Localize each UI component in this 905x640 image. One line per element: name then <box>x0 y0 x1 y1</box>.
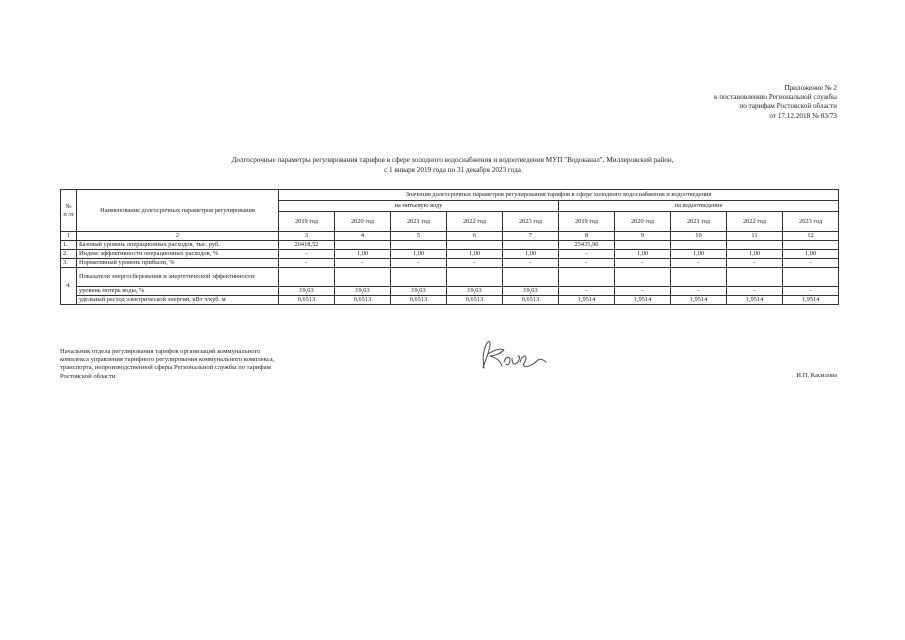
document-title <box>0 156 905 175</box>
header-name: Наименование долгосрочных параметров регулирования <box>77 190 279 232</box>
header-wastewater: на водоотведение <box>559 201 839 212</box>
appendix-note <box>714 84 837 121</box>
value-cell: 1,9514 <box>671 296 727 305</box>
column-number: 11 <box>727 232 783 241</box>
header-year: 2021 год <box>391 212 447 232</box>
column-number: 6 <box>447 232 503 241</box>
value-cell: - <box>671 259 727 268</box>
value-cell: 1,00 <box>671 250 727 259</box>
value-cell: 0,6513 <box>279 296 335 305</box>
column-number: 3 <box>279 232 335 241</box>
value-cell: - <box>615 287 671 296</box>
appendix-line: Приложение № 2 <box>784 84 837 92</box>
title-line-1: Долгосрочные параметры регулирования тарифов в сфере холодного водоснабжения и водоотведения МУП "Водоканал", Миллеровский район, <box>231 156 674 164</box>
row-name: удельный расход электрической энергии, кВт ч/куб. м <box>77 296 279 305</box>
value-cell <box>615 241 671 250</box>
value-cell: - <box>559 287 615 296</box>
value-cell <box>447 241 503 250</box>
header-year: 2020 год <box>615 212 671 232</box>
header-year: 2019 год <box>279 212 335 232</box>
value-cell: 1,00 <box>615 250 671 259</box>
row-name: Нормативный уровень прибыли, % <box>77 259 279 268</box>
value-cell: 1,00 <box>391 250 447 259</box>
column-number: 7 <box>503 232 559 241</box>
header-year: 2022 год <box>727 212 783 232</box>
header-year: 2023 год <box>503 212 559 232</box>
value-cell <box>391 241 447 250</box>
value-cell: 0,6513 <box>335 296 391 305</box>
value-cell: - <box>559 259 615 268</box>
signer-name: И.П. Касилова <box>796 372 837 379</box>
value-cell: - <box>671 287 727 296</box>
value-cell: 1,00 <box>335 250 391 259</box>
table-row <box>61 259 839 268</box>
value-cell: - <box>503 259 559 268</box>
value-cell: 0,6513 <box>503 296 559 305</box>
signer-position-line: транспорта, непроизводственной сферы Региональной службы по тарифам <box>60 364 271 372</box>
value-cell: 1,9514 <box>559 296 615 305</box>
value-cell: 25435,90 <box>559 241 615 250</box>
value-cell: 1,00 <box>447 250 503 259</box>
row-num: 1. <box>61 241 77 250</box>
value-cell: 19,03 <box>503 287 559 296</box>
value-cell: 19,03 <box>447 287 503 296</box>
value-cell: 1,00 <box>783 250 839 259</box>
value-cell: - <box>615 259 671 268</box>
table-row <box>61 250 839 259</box>
value-cell <box>335 241 391 250</box>
value-cell: 19,03 <box>279 287 335 296</box>
header-year: 2021 год <box>671 212 727 232</box>
value-cell: - <box>727 259 783 268</box>
value-cell: - <box>559 250 615 259</box>
appendix-line: от 17.12.2018 № 83/73 <box>769 111 837 120</box>
appendix-line: по тарифам Ростовской области <box>739 102 837 111</box>
appendix-line: к постановлению Региональной службы <box>713 93 837 102</box>
header-values-group: Значения долгосрочных параметров регулирования тарифов в сфере холодного водоснабжения и водоотведения <box>279 190 839 201</box>
row-name: Базовый уровень операционных расходов, тыс. руб. <box>77 241 279 250</box>
header-year: 2019 год <box>559 212 615 232</box>
column-number-row <box>61 232 839 241</box>
value-cell: 1,9514 <box>615 296 671 305</box>
column-number: 12 <box>783 232 839 241</box>
table-row <box>61 287 839 296</box>
column-number: 1 <box>61 232 77 241</box>
value-cell: - <box>335 259 391 268</box>
row-heading: Показатели энергосбережения и энергетической эффективности: <box>77 268 279 287</box>
row-name: Индекс эффективности операционных расходов, % <box>77 250 279 259</box>
signer-position-line: комплекса управления тарифного регулирования коммунального комплекса, <box>60 356 275 364</box>
row-num: 3. <box>61 259 77 268</box>
value-cell <box>727 241 783 250</box>
handwritten-signature <box>474 338 554 374</box>
value-cell: 1,9514 <box>727 296 783 305</box>
value-cell: - <box>279 250 335 259</box>
value-cell: 19,03 <box>391 287 447 296</box>
value-cell: - <box>279 259 335 268</box>
value-cell: - <box>727 287 783 296</box>
parameters-table <box>60 189 839 305</box>
column-number: 2 <box>77 232 279 241</box>
value-cell: - <box>391 259 447 268</box>
signer-position <box>60 348 274 381</box>
value-cell: 0,6513 <box>391 296 447 305</box>
header-year: 2020 год <box>335 212 391 232</box>
column-number: 8 <box>559 232 615 241</box>
value-cell <box>503 241 559 250</box>
value-cell: - <box>447 259 503 268</box>
value-cell: - <box>783 259 839 268</box>
table-row <box>61 296 839 305</box>
value-cell: 0,6513 <box>447 296 503 305</box>
value-cell: - <box>783 287 839 296</box>
row-num: 4. <box>61 268 77 305</box>
row-num: 2. <box>61 250 77 259</box>
signer-position-line: Ростовской области <box>60 372 116 380</box>
value-cell: 1,9514 <box>783 296 839 305</box>
value-cell: 20418,52 <box>279 241 335 250</box>
column-number: 10 <box>671 232 727 241</box>
signer-position-line: Начальник отдела регулирования тарифов организаций коммунального <box>60 348 261 355</box>
column-number: 9 <box>615 232 671 241</box>
table-row <box>61 241 839 250</box>
header-year: 2022 год <box>447 212 503 232</box>
header-year: 2023 год <box>783 212 839 232</box>
value-cell: 1,00 <box>727 250 783 259</box>
value-cell <box>783 241 839 250</box>
table-row <box>61 268 839 287</box>
column-number: 5 <box>391 232 447 241</box>
header-drinking-water: на питьевую воду <box>279 201 559 212</box>
title-line-2: с 1 января 2019 года по 31 декабря 2023 года <box>384 165 521 174</box>
row-name: уровень потерь воды, % <box>77 287 279 296</box>
header-num: № п /п <box>61 190 77 232</box>
value-cell: 19,03 <box>335 287 391 296</box>
column-number: 4 <box>335 232 391 241</box>
value-cell <box>671 241 727 250</box>
value-cell: 1,00 <box>503 250 559 259</box>
